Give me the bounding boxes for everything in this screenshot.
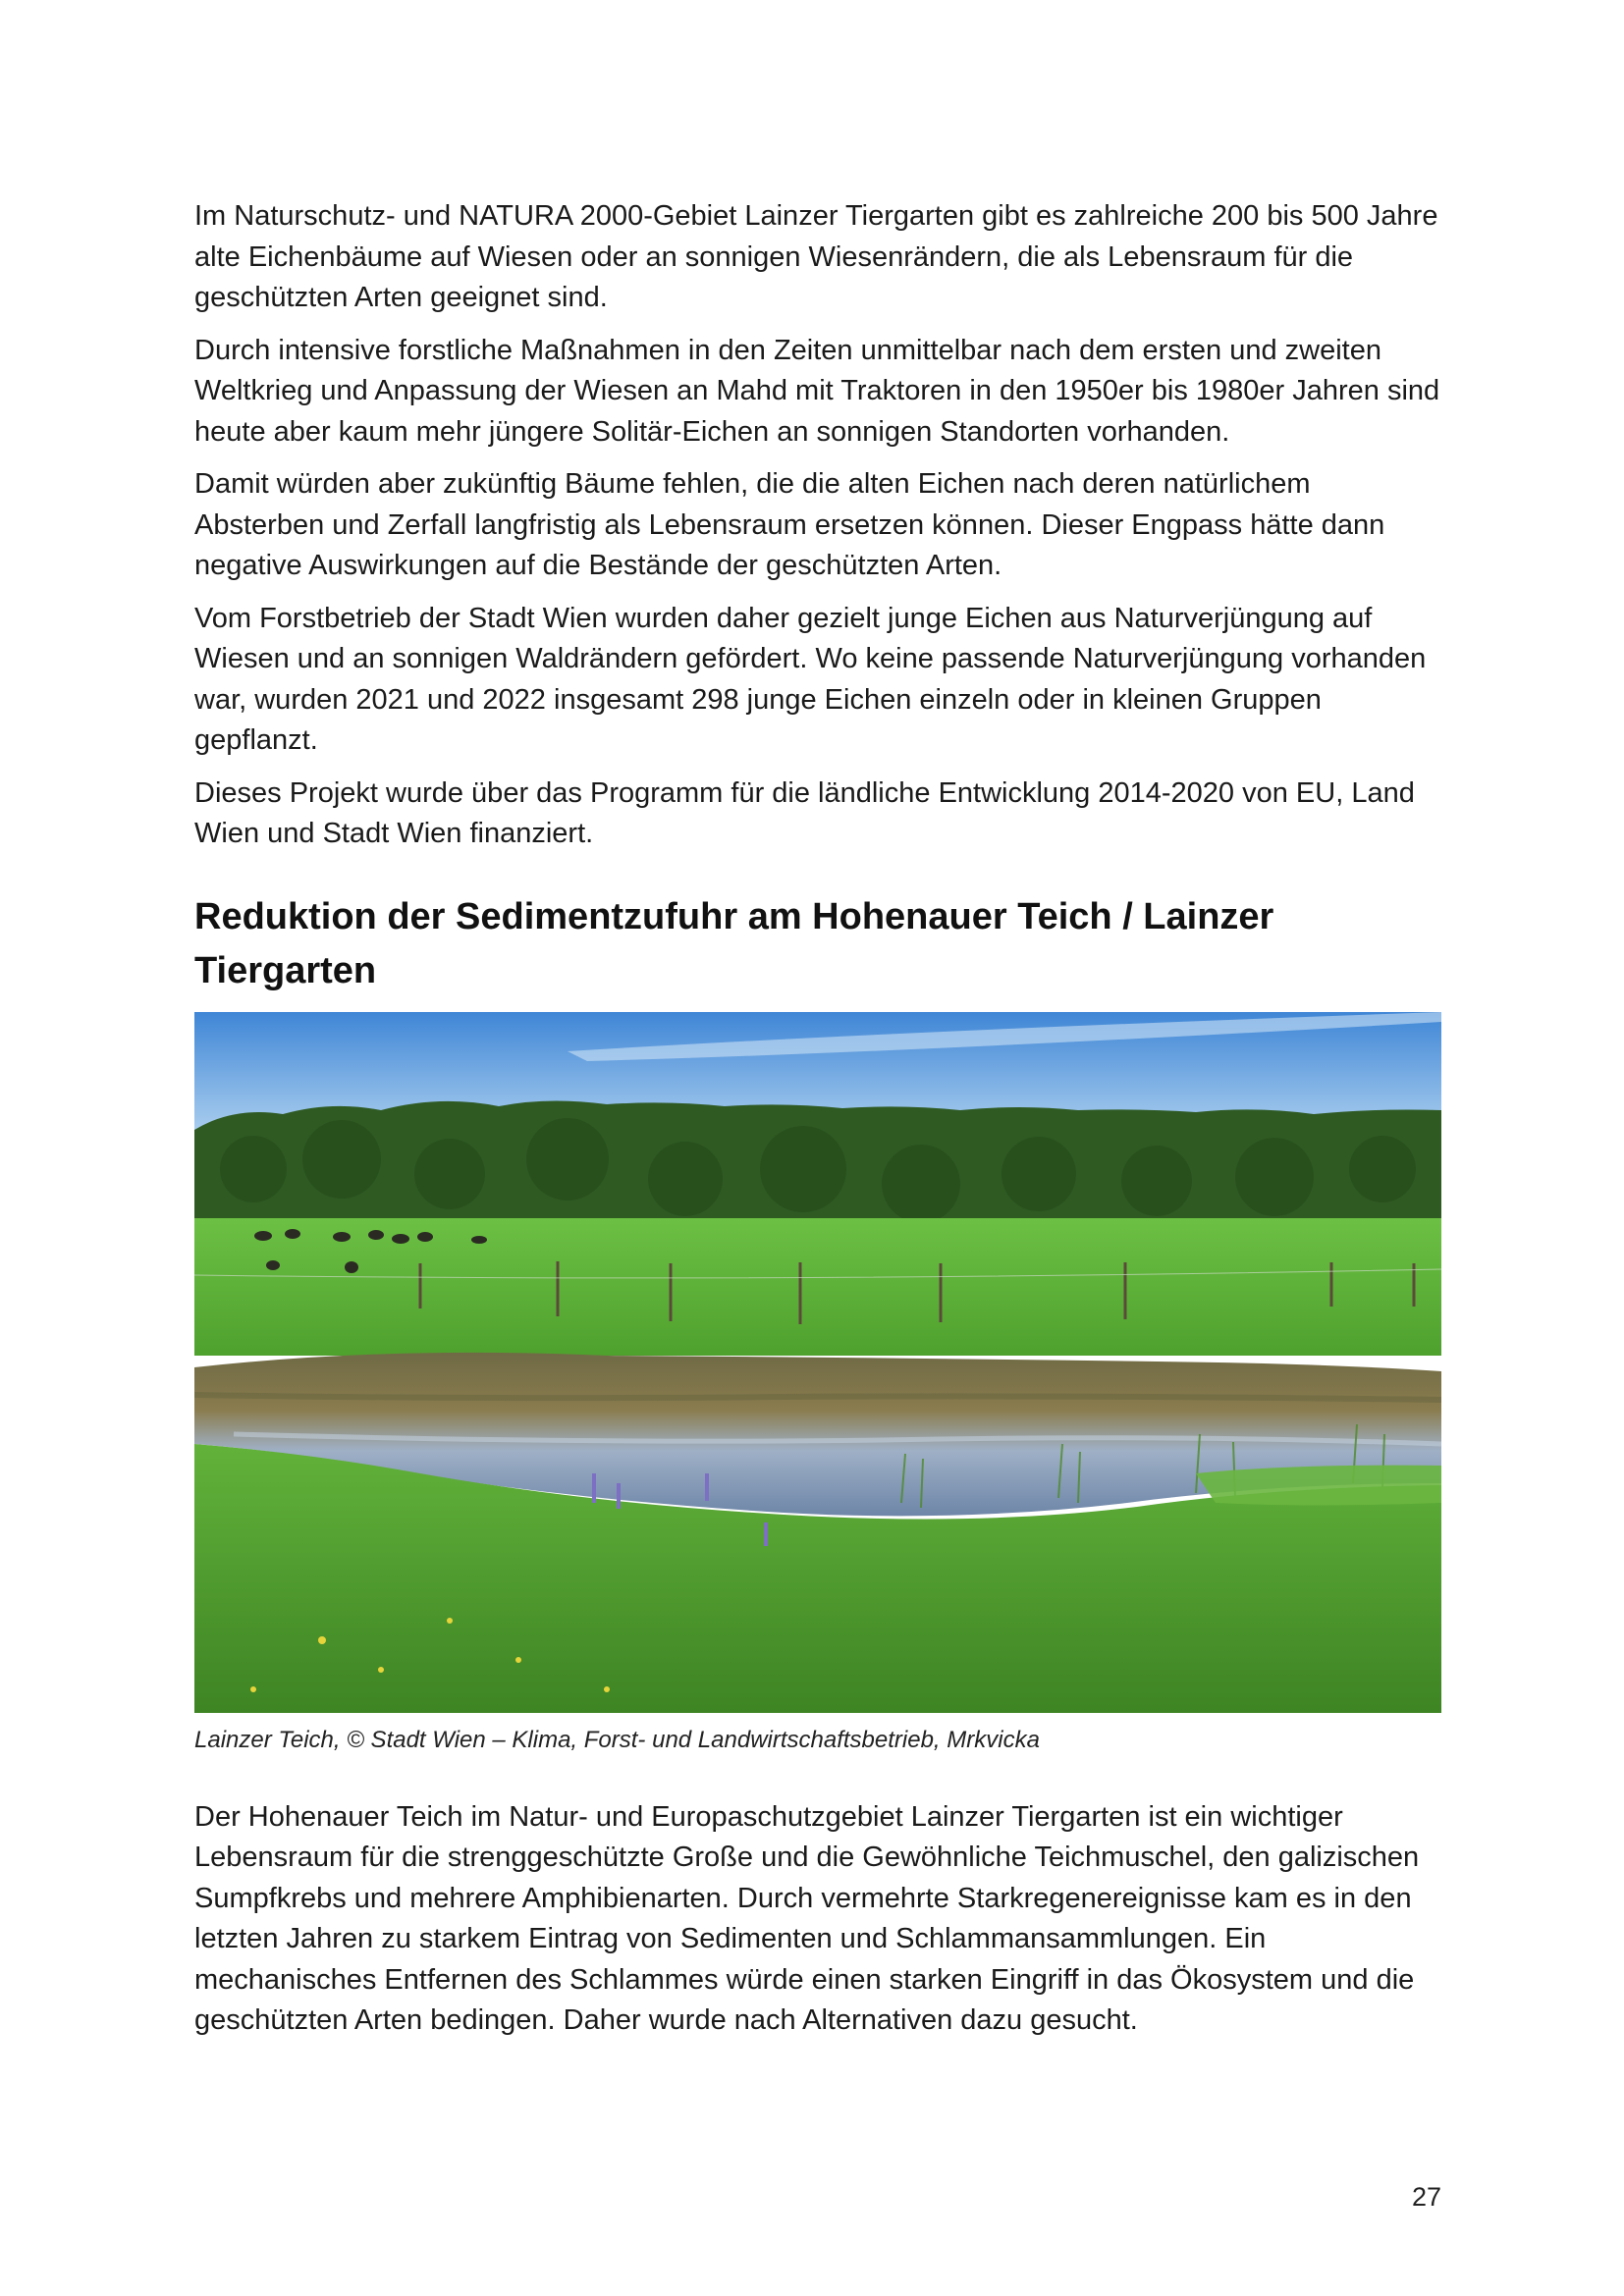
pond-photo [194, 1012, 1441, 1713]
paragraph-oak-habitat: Im Naturschutz- und NATURA 2000-Gebiet Lainzer Tiergarten gibt es zahlreiche 200 bis 500 Jahre alte Eichenbäume auf Wiesen oder an sonnigen Wiesenrändern, die als Lebensraum für die geschützten Arten geeignet sind. [194, 200, 1438, 313]
section-heading: Reduktion der Sedimentzufuhr am Hohenauer Teich / Lainzer Tiergarten [194, 895, 1274, 991]
page-content [194, 196, 1441, 2054]
photo-caption: Lainzer Teich, © Stadt Wien – Klima, Forst- und Landwirtschaftsbetrieb, Mrkvicka [194, 1726, 1040, 1753]
page-number: 27 [1411, 2182, 1441, 2212]
paragraph-young-oaks: Vom Forstbetrieb der Stadt Wien wurden daher gezielt junge Eichen aus Naturverjüngung auf Wiesen und an sonnigen Waldrändern gefördert. Wo keine passende Naturverjüngung vorhanden war, wurden 2021 und 2022 insgesamt 298 junge Eichen einzeln oder in kleinen Gruppen gepflanzt. [194, 602, 1427, 756]
paragraph-hohenauer-teich: Der Hohenauer Teich im Natur- und Europaschutzgebiet Lainzer Tiergarten ist ein wichtiger Lebensraum für die strenggeschützte Große und die Gewöhnliche Teichmuschel, den galizischen Sumpfkrebs und mehrere Amphibienarten. Durch vermehrte Starkregenereignisse kam es in den letzten Jahren zu starkem Eintrag von Sedimenten und Schlammansammlungen. Ein mechanisches Entfernen des Schlammes würde einen starken Eingriff in das Ökosystem und die geschützten Arten bedingen. Daher wurde nach Alternativen dazu gesucht. [194, 1800, 1420, 2036]
paragraph-funding: Dieses Projekt wurde über das Programm für die ländliche Entwicklung 2014-2020 von EU, Land Wien und Stadt Wien finanziert. [194, 776, 1415, 849]
paragraph-forestry-measures: Durch intensive forstliche Maßnahmen in den Zeiten unmittelbar nach dem ersten und zweiten Weltkrieg und Anpassung der Wiesen an Mahd mit Traktoren in den 1950er bis 1980er Jahren sind heute aber kaum mehr jüngere Solitär-Eichen an sonnigen Standorten vorhanden. [194, 334, 1440, 448]
meadow [194, 1218, 1441, 1356]
pond-landscape-image [194, 1012, 1441, 1713]
paragraph-missing-trees: Damit würden aber zukünftig Bäume fehlen, die die alten Eichen nach deren natürlichem Absterben und Zerfall langfristig als Lebensraum ersetzen können. Dieser Engpass hätte dann negative Auswirkungen auf die Bestände der geschützten Arten. [194, 468, 1385, 581]
